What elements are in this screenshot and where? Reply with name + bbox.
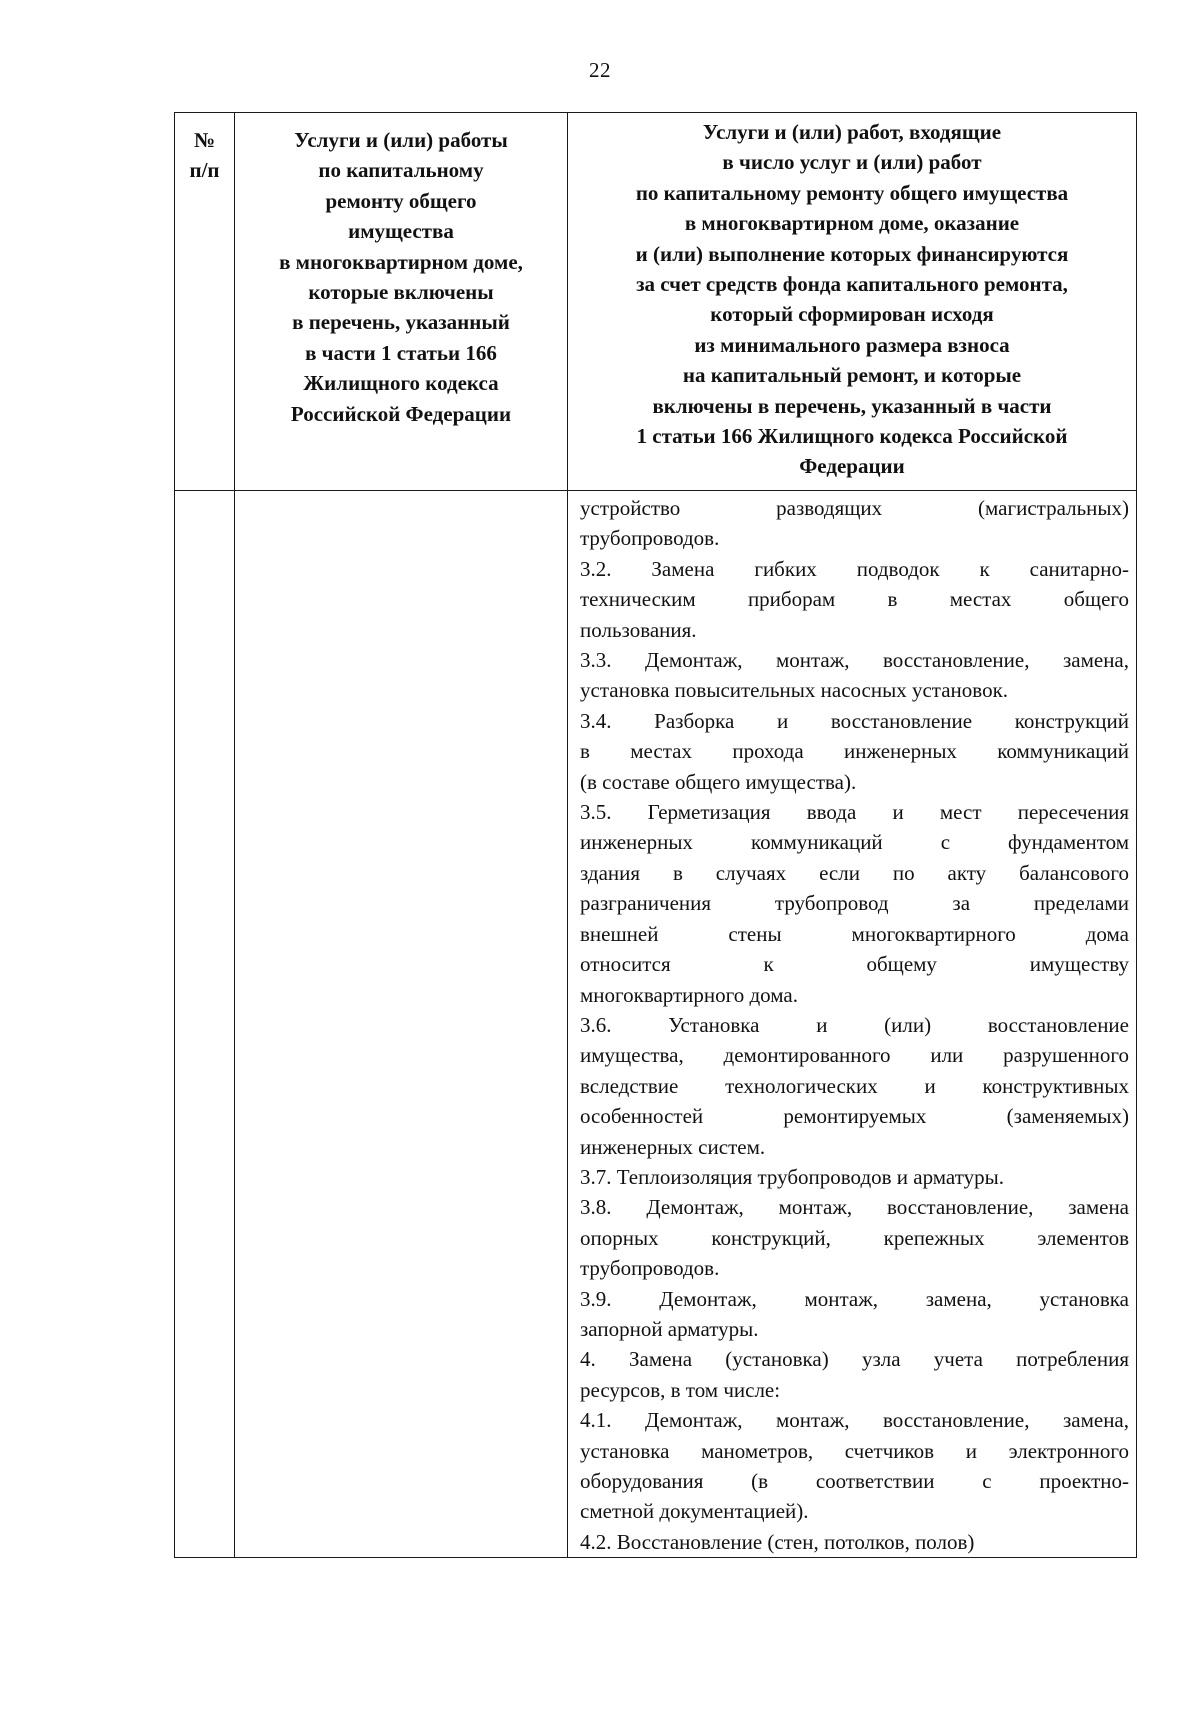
header-financed-line: который сформирован исходя	[710, 302, 994, 327]
header-services-line: в части 1 статьи 166	[305, 340, 497, 365]
work-item	[580, 1162, 1129, 1192]
work-item	[580, 706, 1129, 797]
table-header-row	[175, 113, 1137, 491]
work-item-line: техническим приборам в местах общего	[580, 587, 1129, 612]
work-item-line: имущества, демонтированного или разрушенного	[580, 1043, 1129, 1068]
header-services-line: Жилищного кодекса	[303, 371, 499, 396]
header-financed-line: и (или) выполнение которых финансируются	[635, 241, 1069, 266]
work-item-line: трубопроводов.	[580, 526, 720, 551]
work-item-line: сметной документацией).	[580, 1499, 809, 1524]
work-item-line: многоквартирного дома.	[580, 982, 798, 1007]
work-item-line: ресурсов, в том числе:	[580, 1377, 781, 1402]
header-financed-line: в многоквартирном доме, оказание	[684, 211, 1020, 236]
work-item-line: внешней стены многоквартирного дома	[580, 921, 1129, 946]
header-financed-column	[568, 113, 1137, 491]
work-item-line: 3.3. Демонтаж, монтаж, восстановление, замена,	[580, 648, 1129, 673]
header-services-line: Услуги и (или) работы	[294, 128, 508, 152]
work-item	[580, 1344, 1129, 1405]
financed-works-list	[568, 491, 1136, 1557]
header-financed-line: из минимального размера взноса	[694, 332, 1010, 357]
work-item	[580, 1192, 1129, 1283]
header-services-line: по капитальному	[318, 158, 484, 183]
header-financed-line: Услуги и (или) работ, входящие	[702, 120, 1002, 144]
header-financed-line: Федерации	[799, 454, 905, 479]
work-item-line: (в составе общего имущества).	[580, 769, 857, 794]
work-item-line: 4.2. Восстановление (стен, потолков, полов)	[580, 1529, 975, 1554]
work-item-line: относится к общему имуществу	[580, 952, 1129, 977]
header-services-line: в перечень, указанный	[292, 310, 510, 335]
work-item	[580, 1527, 1129, 1557]
row-number-cell	[175, 491, 235, 1558]
work-item-line: 3.6. Установка и (или) восстановление	[580, 1012, 1129, 1037]
header-services-line: которые включены	[308, 280, 494, 305]
work-item-line: оборудования (в соответствии с проектно-	[580, 1469, 1129, 1493]
work-item-line: вследствие технологических и конструктивных	[580, 1073, 1129, 1098]
work-item	[580, 554, 1129, 645]
header-financed-line: в число услуг и (или) работ	[722, 150, 982, 175]
work-item-line: устройство разводящих (магистральных)	[580, 496, 1129, 520]
work-item-line: 4. Замена (установка) узла учета потребления	[580, 1347, 1129, 1372]
work-item	[580, 797, 1129, 1010]
header-services-line: Российской Федерации	[290, 401, 512, 426]
work-item-line: здания в случаях если по акту балансового	[580, 860, 1129, 885]
header-services-column	[235, 113, 568, 491]
work-item	[580, 493, 1129, 554]
services-table	[174, 112, 1137, 1558]
work-item-line: запорной арматуры.	[580, 1316, 759, 1341]
work-item-line: 4.1. Демонтаж, монтаж, восстановление, замена,	[580, 1408, 1129, 1433]
header-financed-line: за счет средств фонда капитального ремонта,	[636, 272, 1068, 297]
work-item-line: 3.5. Герметизация ввода и мест пересечения	[580, 800, 1129, 825]
header-financed-line: включены в перечень, указанный в части	[652, 393, 1052, 418]
work-item-line: инженерных коммуникаций с фундаментом	[580, 830, 1129, 855]
work-item-line: особенностей ремонтируемых (заменяемых)	[580, 1104, 1129, 1129]
header-financed-line: на капитальный ремонт, и которые	[682, 363, 1022, 388]
work-item-line: трубопроводов.	[580, 1256, 720, 1281]
row-services-cell	[235, 491, 568, 1558]
header-number-column	[175, 113, 235, 491]
header-services-line: ремонту общего	[325, 188, 477, 213]
header-financed-line: по капитальному ремонту общего имущества	[635, 180, 1069, 205]
work-item-line: 3.2. Замена гибких подводок к санитарно-	[580, 556, 1129, 581]
header-services-line: в многоквартирном доме,	[279, 249, 523, 274]
work-item-line: опорных конструкций, крепежных элементов	[580, 1225, 1129, 1250]
work-item-line: инженерных систем.	[580, 1134, 766, 1159]
header-number-line: №	[193, 128, 216, 152]
work-item	[580, 1010, 1129, 1162]
work-item-line: 3.7. Теплоизоляция трубопроводов и арматуры.	[580, 1164, 1004, 1189]
work-item-line: разграничения трубопровод за пределами	[580, 891, 1129, 916]
header-services-line: имущества	[348, 219, 454, 244]
work-item-line: установка повысительных насосных установок.	[580, 678, 1009, 703]
work-item-line: 3.4. Разборка и восстановление конструкций	[580, 708, 1129, 733]
header-number-line: п/п	[189, 158, 220, 183]
work-item	[580, 1284, 1129, 1345]
work-item-line: 3.8. Демонтаж, монтаж, восстановление, замена	[580, 1195, 1129, 1220]
work-item	[580, 1405, 1129, 1527]
header-financed-line: 1 статьи 166 Жилищного кодекса Российской	[636, 424, 1068, 449]
row-financed-cell	[568, 491, 1137, 1558]
page-number: 22	[589, 58, 611, 82]
table-row	[175, 491, 1137, 1558]
work-item-line: установка манометров, счетчиков и электронного	[580, 1438, 1129, 1463]
work-item-line: в местах прохода инженерных коммуникаций	[580, 739, 1129, 764]
work-item-line: 3.9. Демонтаж, монтаж, замена, установка	[580, 1286, 1129, 1311]
work-item	[580, 645, 1129, 706]
work-item-line: пользования.	[580, 617, 697, 642]
